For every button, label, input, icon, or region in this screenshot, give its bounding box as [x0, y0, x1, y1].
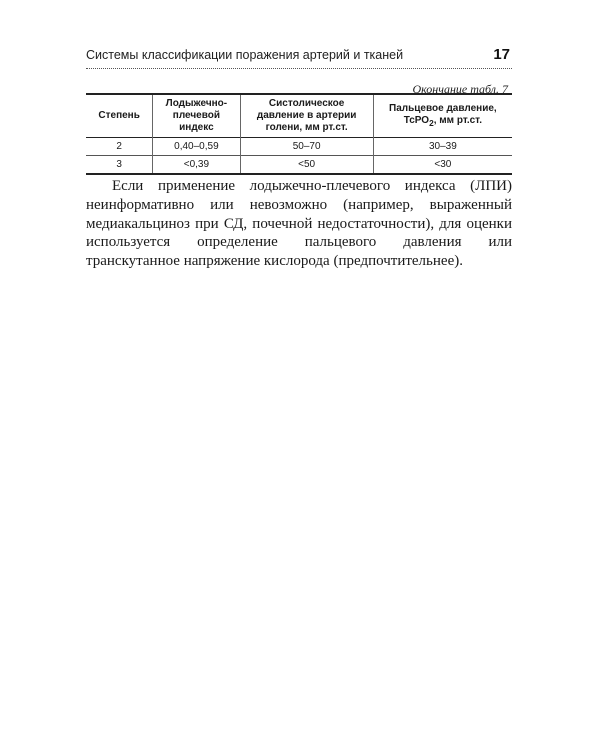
table-cell: 0,40–0,59	[153, 138, 240, 156]
header-toe-pressure	[373, 94, 512, 138]
table-cell: <0,39	[153, 156, 240, 175]
table-cell: 30–39	[373, 138, 512, 156]
body-paragraph: Если применение лодыжечно-плечевого индекса (ЛПИ) неинформативно или невозможно (например, выраженный медиакальциноз при СД, почечной недостаточности), для оценки используется определение пальцевого давления или транскутанное напряжение кислорода (предпочтительнее).	[86, 178, 512, 270]
table-row	[86, 156, 512, 175]
header-stepen: Степень	[98, 110, 140, 121]
table-cell: 2	[116, 141, 122, 152]
header-systolic-pressure: Систолическое давление в артерии голени, мм рт.ст.	[240, 94, 373, 138]
table-header-row	[86, 94, 512, 138]
table-caption: Окончание табл. 7	[412, 82, 508, 96]
header-toe-pressure-text: Пальцевое давление, ТсРО	[389, 103, 497, 126]
page-number: 17	[493, 46, 510, 63]
header-abi: Лодыжечно-плечевой индекс	[153, 94, 240, 138]
table-cell: 50–70	[240, 138, 373, 156]
table-cell: <30	[373, 156, 512, 175]
table-row	[86, 138, 512, 156]
data-table	[86, 93, 512, 175]
running-head-title: Системы классификации поражения артерий и тканей	[86, 48, 404, 62]
running-head	[86, 46, 512, 69]
table-cell: <50	[240, 156, 373, 175]
header-toe-pressure-subscript: 2	[429, 118, 434, 128]
table-cell: 3	[116, 159, 122, 170]
header-toe-pressure-units: , мм рт.ст.	[433, 115, 482, 126]
